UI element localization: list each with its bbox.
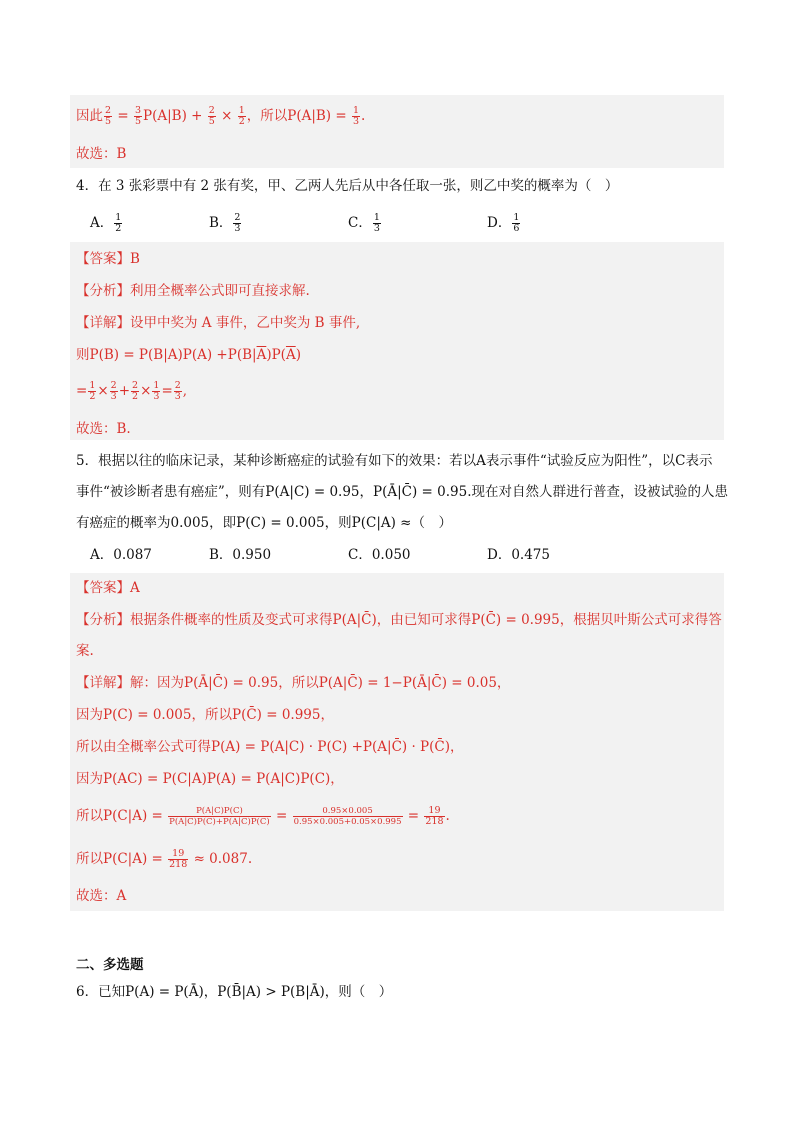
q5-detail-4: 因为P(AC) = P(C|A)P(A) = P(A|C)P(C)， [76,771,344,787]
text: 因此 [76,108,103,124]
fraction: $\frac{1}{2}$ [238,105,245,127]
q5-detail-5: 所以P(C|A) = $\frac{P(A|C)P(C)}{P(A|C)P(C)+P(A|C̄)P(C̄)}$ = $\frac{0.95\times 0.005}{0.95\times 0.005+0.05\times 0.995}$ = $\frac{19}{218}$ . [76,805,450,827]
fraction: $\frac{1}{3}$ [352,105,360,127]
q4-detail-2: 则$P(B) = P(B|A)P(A) +P(B|\overline{A})P(\overline{A})$ [76,347,301,363]
q5-detail-2: 因为P(C) = 0.005，所以P(C̄) = 0.995， [76,707,334,723]
q5-option-a[interactable]: A．0.087 [90,547,152,563]
q4-option-b[interactable]: B． $\frac{2}{3}$ [209,212,241,234]
section-heading: 二、多选题 [76,957,144,973]
q6-stem: 6．已知P(A) = P(Ā)，P(B̄|A) > P(B|Ā)，则（ ） [76,984,393,1000]
q5-detail-3: 所以由全概率公式可得P(A) = P(A|C) · P(C) +P(A|C̄) · P(C̄)， [76,739,464,755]
q5-choice: 故选：A [76,888,127,904]
q3-conclusion-line: 因此 $\frac{2}{5}$ = $\frac{3}{5}$ P(A|B) + $\frac{2}{5}$ × $\frac{1}{2}$ ，所以P(A|B) = $\frac{1}{3}$ . [76,105,366,127]
q5-detail-6: 所以P(C|A) = $\frac{19}{218}$ ≈ 0.087. [76,848,253,870]
q5-detail-1: 【详解】解：因为P(Ā|C̄) = 0.95，所以P(A|C̄) = 1−P(Ā|C̄) = 0.05， [76,675,511,691]
q4-stem: 4．在 3 张彩票中有 2 张有奖，甲、乙两人先后从中各任取一张，则乙中奖的概率为（ ） [76,178,619,194]
q4-option-a[interactable]: A． $\frac{1}{2}$ [90,212,122,234]
q5-analysis-2: 案. [76,643,94,659]
q5-stem-line-1: 5．根据以往的临床记录，某种诊断癌症的试验有如下的效果：若以A表示事件“试验反应为阳性”，以C表示 [76,453,713,469]
q5-stem-line-2: 事件“被诊断者患有癌症”，则有P(A|C) = 0.95，P(Ā|C̄) = 0.95.现在对自然人群进行普查，设被试验的人患 [76,484,728,500]
solution-block-q4 [70,242,724,440]
q3-choice: 故选：B [76,146,127,162]
fraction: $\frac{2}{5}$ [208,105,215,127]
q5-stem-line-3: 有癌症的概率为0.005，即P(C) = 0.005，则P(C|A) ≈（ ） [76,515,452,531]
q4-detail-1: 【详解】设甲中奖为 A 事件，乙中奖为 B 事件, [76,315,361,331]
q4-answer: 【答案】B [76,251,140,267]
fraction: $\frac{3}{5}$ [134,105,141,127]
q4-detail-3: = $\frac{1}{2}$ × $\frac{2}{3}$ + $\frac{2}{2}$ × $\frac{1}{3}$ = $\frac{2}{3}$ , [76,380,188,402]
q5-option-c[interactable]: C．0.050 [348,547,411,563]
q4-option-c[interactable]: C． $\frac{1}{3}$ [348,212,380,234]
q4-analysis: 【分析】利用全概率公式即可直接求解. [76,283,310,299]
fraction: $\frac{2}{5}$ [105,105,112,127]
q5-analysis-1: 【分析】根据条件概率的性质及变式可求得P(A|C̄)，由已知可求得P(C̄) = 0.995，根据贝叶斯公式可求得答 [76,612,722,628]
q5-option-b[interactable]: B．0.950 [209,547,272,563]
q4-choice: 故选：B. [76,421,131,437]
q4-option-d[interactable]: D． $\frac{1}{6}$ [487,212,520,234]
q5-answer: 【答案】A [76,580,140,596]
q5-option-d[interactable]: D．0.475 [487,547,550,563]
